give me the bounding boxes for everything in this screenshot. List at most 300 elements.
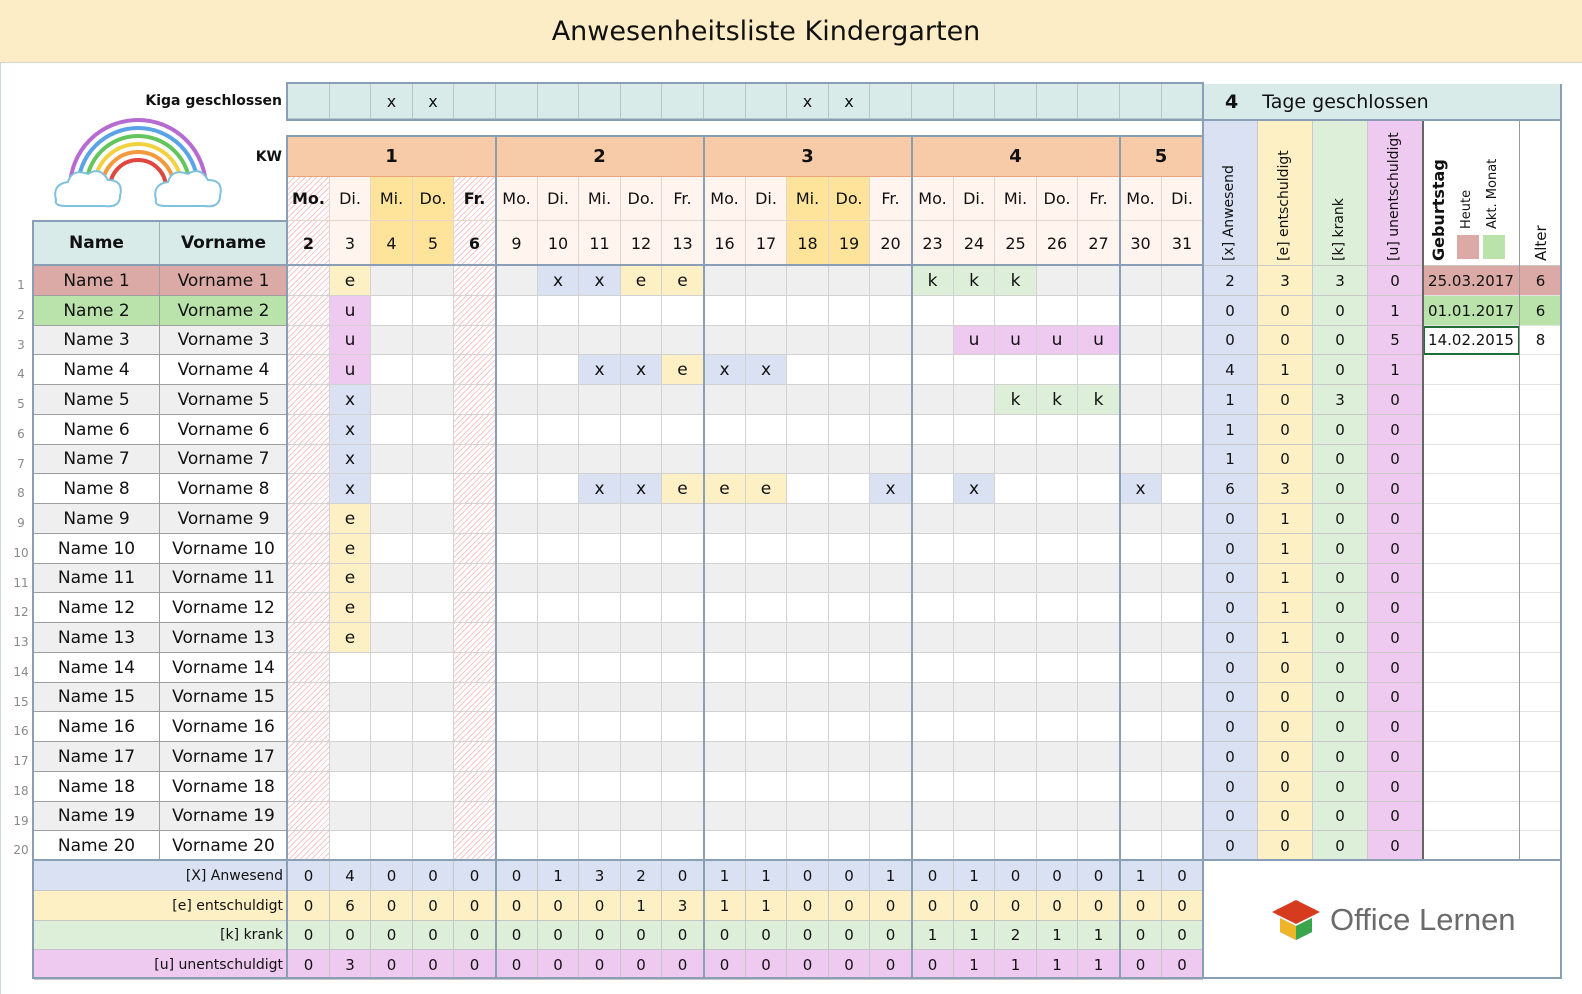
attendance-cell[interactable] — [288, 385, 330, 415]
attendance-cell[interactable] — [454, 831, 496, 861]
attendance-cell[interactable] — [454, 772, 496, 802]
attendance-cell[interactable] — [1120, 385, 1162, 415]
attendance-cell[interactable] — [579, 623, 621, 653]
attendance-cell[interactable] — [621, 623, 662, 653]
attendance-cell[interactable] — [1162, 266, 1203, 296]
attendance-cell[interactable]: k — [912, 266, 954, 296]
attendance-cell[interactable]: k — [995, 385, 1037, 415]
attendance-cell[interactable] — [954, 742, 995, 772]
attendance-cell[interactable] — [579, 653, 621, 683]
attendance-cell[interactable] — [288, 445, 330, 474]
attendance-cell[interactable] — [621, 415, 662, 445]
attendance-cell[interactable] — [1162, 564, 1203, 593]
attendance-cell[interactable] — [454, 564, 496, 593]
attendance-cell[interactable] — [1120, 415, 1162, 445]
attendance-cell[interactable] — [1120, 593, 1162, 623]
attendance-cell[interactable] — [787, 445, 829, 474]
attendance-cell[interactable] — [496, 802, 538, 831]
attendance-cell[interactable] — [1162, 504, 1203, 534]
closed-day-cell[interactable] — [995, 84, 1037, 119]
attendance-cell[interactable] — [371, 742, 413, 772]
attendance-cell[interactable] — [288, 653, 330, 683]
attendance-cell[interactable]: x — [579, 474, 621, 504]
attendance-cell[interactable] — [371, 296, 413, 326]
attendance-cell[interactable] — [787, 564, 829, 593]
attendance-cell[interactable] — [1078, 415, 1120, 445]
attendance-cell[interactable] — [954, 712, 995, 742]
child-vorname-cell[interactable]: Vorname 16 — [160, 712, 288, 742]
attendance-cell[interactable] — [496, 653, 538, 683]
birthday-cell[interactable] — [1423, 445, 1520, 474]
attendance-cell[interactable]: e — [746, 474, 787, 504]
attendance-cell[interactable] — [746, 772, 787, 802]
attendance-cell[interactable] — [288, 623, 330, 653]
attendance-cell[interactable] — [454, 326, 496, 355]
attendance-cell[interactable] — [954, 445, 995, 474]
attendance-cell[interactable] — [746, 831, 787, 861]
birthday-cell[interactable] — [1423, 623, 1520, 653]
attendance-cell[interactable] — [1120, 445, 1162, 474]
attendance-cell[interactable] — [1078, 504, 1120, 534]
attendance-cell[interactable] — [1037, 683, 1078, 712]
attendance-cell[interactable]: u — [995, 326, 1037, 355]
attendance-cell[interactable] — [496, 772, 538, 802]
attendance-cell[interactable] — [1162, 742, 1203, 772]
attendance-cell[interactable] — [538, 326, 579, 355]
attendance-cell[interactable]: e — [704, 474, 746, 504]
attendance-cell[interactable] — [538, 802, 579, 831]
attendance-cell[interactable] — [1037, 266, 1078, 296]
child-vorname-cell[interactable]: Vorname 17 — [160, 742, 288, 772]
attendance-cell[interactable]: u — [1078, 326, 1120, 355]
attendance-cell[interactable] — [954, 385, 995, 415]
attendance-cell[interactable] — [621, 772, 662, 802]
birthday-cell[interactable] — [1423, 772, 1520, 802]
child-vorname-cell[interactable]: Vorname 13 — [160, 623, 288, 653]
attendance-cell[interactable] — [413, 534, 454, 564]
attendance-cell[interactable] — [870, 831, 912, 861]
attendance-cell[interactable] — [1037, 504, 1078, 534]
attendance-cell[interactable] — [1120, 623, 1162, 653]
attendance-cell[interactable] — [704, 296, 746, 326]
attendance-cell[interactable] — [829, 355, 870, 385]
child-vorname-cell[interactable]: Vorname 11 — [160, 564, 288, 593]
attendance-cell[interactable] — [746, 445, 787, 474]
attendance-cell[interactable] — [787, 623, 829, 653]
attendance-cell[interactable] — [538, 742, 579, 772]
attendance-cell[interactable] — [371, 772, 413, 802]
attendance-cell[interactable]: k — [1078, 385, 1120, 415]
attendance-cell[interactable] — [662, 772, 704, 802]
attendance-cell[interactable] — [1162, 653, 1203, 683]
attendance-cell[interactable] — [1162, 683, 1203, 712]
attendance-cell[interactable] — [746, 564, 787, 593]
attendance-cell[interactable] — [912, 355, 954, 385]
attendance-cell[interactable] — [288, 831, 330, 861]
attendance-cell[interactable] — [1037, 772, 1078, 802]
attendance-cell[interactable] — [704, 772, 746, 802]
attendance-cell[interactable] — [1120, 504, 1162, 534]
attendance-cell[interactable] — [1162, 326, 1203, 355]
attendance-cell[interactable] — [496, 534, 538, 564]
attendance-cell[interactable] — [995, 772, 1037, 802]
attendance-cell[interactable] — [579, 772, 621, 802]
attendance-cell[interactable] — [1037, 712, 1078, 742]
closed-day-cell[interactable]: x — [787, 84, 829, 119]
closed-day-cell[interactable] — [538, 84, 579, 119]
attendance-cell[interactable] — [371, 504, 413, 534]
attendance-cell[interactable] — [1162, 474, 1203, 504]
attendance-cell[interactable] — [787, 802, 829, 831]
attendance-cell[interactable] — [995, 802, 1037, 831]
attendance-cell[interactable] — [1120, 683, 1162, 712]
attendance-cell[interactable] — [1162, 415, 1203, 445]
attendance-cell[interactable] — [413, 385, 454, 415]
attendance-cell[interactable] — [1162, 802, 1203, 831]
attendance-cell[interactable] — [621, 326, 662, 355]
attendance-cell[interactable]: x — [746, 355, 787, 385]
attendance-cell[interactable]: k — [995, 266, 1037, 296]
closed-day-cell[interactable]: x — [829, 84, 870, 119]
attendance-cell[interactable] — [538, 534, 579, 564]
attendance-cell[interactable] — [829, 564, 870, 593]
attendance-cell[interactable] — [371, 445, 413, 474]
attendance-cell[interactable] — [496, 385, 538, 415]
attendance-cell[interactable] — [787, 772, 829, 802]
attendance-cell[interactable] — [1120, 802, 1162, 831]
attendance-cell[interactable] — [662, 415, 704, 445]
attendance-cell[interactable] — [1078, 802, 1120, 831]
attendance-cell[interactable] — [288, 415, 330, 445]
attendance-cell[interactable] — [413, 802, 454, 831]
attendance-cell[interactable] — [496, 326, 538, 355]
attendance-cell[interactable] — [912, 742, 954, 772]
attendance-cell[interactable] — [371, 712, 413, 742]
attendance-cell[interactable] — [621, 653, 662, 683]
attendance-cell[interactable] — [413, 564, 454, 593]
attendance-cell[interactable] — [454, 712, 496, 742]
attendance-cell[interactable] — [538, 831, 579, 861]
child-vorname-cell[interactable]: Vorname 7 — [160, 445, 288, 474]
child-name-cell[interactable]: Name 1 — [34, 266, 160, 296]
attendance-cell[interactable] — [413, 445, 454, 474]
attendance-cell[interactable] — [829, 802, 870, 831]
closed-day-cell[interactable] — [1037, 84, 1078, 119]
attendance-cell[interactable] — [787, 742, 829, 772]
attendance-cell[interactable] — [496, 504, 538, 534]
attendance-cell[interactable] — [1162, 712, 1203, 742]
closed-day-cell[interactable] — [1162, 84, 1203, 119]
attendance-cell[interactable] — [288, 266, 330, 296]
closed-day-cell[interactable] — [1120, 84, 1162, 119]
attendance-cell[interactable] — [787, 355, 829, 385]
child-name-cell[interactable]: Name 2 — [34, 296, 160, 326]
attendance-cell[interactable] — [995, 564, 1037, 593]
attendance-cell[interactable] — [1162, 445, 1203, 474]
attendance-cell[interactable]: x — [621, 474, 662, 504]
attendance-cell[interactable] — [454, 474, 496, 504]
attendance-cell[interactable] — [1078, 296, 1120, 326]
attendance-cell[interactable] — [704, 683, 746, 712]
attendance-cell[interactable] — [579, 683, 621, 712]
attendance-cell[interactable] — [621, 593, 662, 623]
closed-day-cell[interactable] — [621, 84, 662, 119]
attendance-cell[interactable] — [288, 683, 330, 712]
child-vorname-cell[interactable]: Vorname 9 — [160, 504, 288, 534]
attendance-cell[interactable] — [454, 355, 496, 385]
attendance-cell[interactable] — [746, 296, 787, 326]
attendance-cell[interactable] — [330, 653, 371, 683]
attendance-cell[interactable] — [746, 326, 787, 355]
attendance-cell[interactable] — [1120, 355, 1162, 385]
attendance-cell[interactable] — [912, 831, 954, 861]
closed-day-cell[interactable] — [954, 84, 995, 119]
attendance-cell[interactable] — [1162, 296, 1203, 326]
attendance-cell[interactable] — [413, 504, 454, 534]
attendance-cell[interactable] — [1078, 266, 1120, 296]
attendance-cell[interactable] — [995, 474, 1037, 504]
attendance-cell[interactable] — [746, 653, 787, 683]
child-name-cell[interactable]: Name 13 — [34, 623, 160, 653]
attendance-cell[interactable] — [704, 593, 746, 623]
attendance-cell[interactable] — [829, 683, 870, 712]
attendance-cell[interactable] — [454, 445, 496, 474]
attendance-cell[interactable] — [995, 683, 1037, 712]
attendance-cell[interactable] — [662, 445, 704, 474]
attendance-cell[interactable]: x — [1120, 474, 1162, 504]
attendance-cell[interactable] — [787, 683, 829, 712]
attendance-cell[interactable] — [454, 504, 496, 534]
attendance-cell[interactable] — [371, 355, 413, 385]
attendance-cell[interactable] — [371, 266, 413, 296]
child-vorname-cell[interactable]: Vorname 18 — [160, 772, 288, 802]
attendance-cell[interactable] — [1037, 355, 1078, 385]
attendance-cell[interactable] — [538, 355, 579, 385]
attendance-cell[interactable] — [621, 712, 662, 742]
attendance-cell[interactable] — [1078, 534, 1120, 564]
attendance-cell[interactable]: k — [954, 266, 995, 296]
attendance-cell[interactable] — [1037, 653, 1078, 683]
attendance-cell[interactable]: x — [538, 266, 579, 296]
attendance-cell[interactable]: x — [579, 266, 621, 296]
attendance-cell[interactable] — [995, 593, 1037, 623]
attendance-cell[interactable] — [829, 474, 870, 504]
closed-day-cell[interactable] — [579, 84, 621, 119]
attendance-cell[interactable]: u — [1037, 326, 1078, 355]
attendance-cell[interactable] — [912, 415, 954, 445]
attendance-cell[interactable] — [829, 326, 870, 355]
attendance-cell[interactable] — [746, 623, 787, 653]
attendance-cell[interactable] — [912, 712, 954, 742]
attendance-cell[interactable] — [787, 326, 829, 355]
attendance-cell[interactable] — [496, 742, 538, 772]
attendance-cell[interactable] — [288, 772, 330, 802]
attendance-cell[interactable] — [538, 504, 579, 534]
attendance-cell[interactable]: e — [330, 564, 371, 593]
attendance-cell[interactable]: e — [662, 266, 704, 296]
attendance-cell[interactable] — [746, 504, 787, 534]
attendance-cell[interactable] — [787, 831, 829, 861]
attendance-cell[interactable] — [1078, 593, 1120, 623]
attendance-cell[interactable] — [454, 296, 496, 326]
attendance-cell[interactable] — [1037, 296, 1078, 326]
attendance-cell[interactable] — [371, 326, 413, 355]
child-name-cell[interactable]: Name 11 — [34, 564, 160, 593]
attendance-cell[interactable]: u — [330, 296, 371, 326]
attendance-cell[interactable] — [621, 742, 662, 772]
attendance-cell[interactable] — [496, 623, 538, 653]
attendance-cell[interactable] — [870, 683, 912, 712]
child-vorname-cell[interactable]: Vorname 8 — [160, 474, 288, 504]
attendance-cell[interactable] — [787, 296, 829, 326]
closed-day-cell[interactable]: x — [413, 84, 454, 119]
attendance-cell[interactable] — [454, 802, 496, 831]
attendance-cell[interactable] — [954, 296, 995, 326]
attendance-cell[interactable] — [954, 683, 995, 712]
attendance-cell[interactable] — [662, 802, 704, 831]
attendance-cell[interactable] — [1120, 296, 1162, 326]
attendance-cell[interactable] — [746, 683, 787, 712]
attendance-cell[interactable] — [288, 534, 330, 564]
attendance-cell[interactable] — [995, 831, 1037, 861]
attendance-cell[interactable] — [704, 653, 746, 683]
attendance-cell[interactable] — [621, 831, 662, 861]
attendance-cell[interactable] — [704, 802, 746, 831]
attendance-cell[interactable] — [621, 683, 662, 712]
birthday-cell[interactable]: 14.02.2015 — [1423, 326, 1520, 355]
attendance-cell[interactable] — [1037, 593, 1078, 623]
attendance-cell[interactable] — [1078, 683, 1120, 712]
attendance-cell[interactable] — [1037, 474, 1078, 504]
attendance-cell[interactable] — [413, 742, 454, 772]
attendance-cell[interactable] — [1120, 742, 1162, 772]
child-name-cell[interactable]: Name 8 — [34, 474, 160, 504]
attendance-cell[interactable] — [870, 415, 912, 445]
attendance-cell[interactable] — [912, 445, 954, 474]
attendance-cell[interactable] — [870, 802, 912, 831]
attendance-cell[interactable] — [995, 742, 1037, 772]
attendance-cell[interactable] — [704, 326, 746, 355]
attendance-cell[interactable] — [496, 712, 538, 742]
attendance-cell[interactable] — [870, 772, 912, 802]
child-name-cell[interactable]: Name 16 — [34, 712, 160, 742]
attendance-cell[interactable]: u — [330, 355, 371, 385]
attendance-cell[interactable] — [1162, 385, 1203, 415]
attendance-cell[interactable] — [662, 712, 704, 742]
attendance-cell[interactable] — [454, 742, 496, 772]
attendance-cell[interactable] — [746, 802, 787, 831]
attendance-cell[interactable] — [995, 653, 1037, 683]
attendance-cell[interactable] — [1120, 534, 1162, 564]
attendance-cell[interactable] — [870, 385, 912, 415]
attendance-cell[interactable] — [829, 385, 870, 415]
attendance-cell[interactable] — [662, 534, 704, 564]
attendance-cell[interactable] — [912, 474, 954, 504]
attendance-cell[interactable] — [912, 385, 954, 415]
attendance-cell[interactable] — [704, 534, 746, 564]
attendance-cell[interactable] — [1037, 445, 1078, 474]
closed-day-cell[interactable] — [1078, 84, 1120, 119]
attendance-cell[interactable] — [746, 712, 787, 742]
birthday-cell[interactable] — [1423, 474, 1520, 504]
attendance-cell[interactable] — [787, 653, 829, 683]
attendance-cell[interactable] — [1037, 534, 1078, 564]
attendance-cell[interactable] — [621, 296, 662, 326]
attendance-cell[interactable]: u — [330, 326, 371, 355]
attendance-cell[interactable]: x — [330, 415, 371, 445]
attendance-cell[interactable]: e — [330, 593, 371, 623]
attendance-cell[interactable] — [288, 326, 330, 355]
child-vorname-cell[interactable]: Vorname 19 — [160, 802, 288, 831]
attendance-cell[interactable] — [330, 831, 371, 861]
attendance-cell[interactable] — [538, 385, 579, 415]
attendance-cell[interactable] — [454, 415, 496, 445]
attendance-cell[interactable] — [870, 742, 912, 772]
attendance-cell[interactable]: x — [330, 445, 371, 474]
attendance-cell[interactable] — [954, 415, 995, 445]
attendance-cell[interactable] — [787, 593, 829, 623]
attendance-cell[interactable]: e — [662, 355, 704, 385]
attendance-cell[interactable] — [1037, 742, 1078, 772]
attendance-cell[interactable] — [371, 474, 413, 504]
attendance-cell[interactable] — [579, 712, 621, 742]
attendance-cell[interactable] — [371, 385, 413, 415]
child-name-cell[interactable]: Name 5 — [34, 385, 160, 415]
attendance-cell[interactable] — [912, 326, 954, 355]
birthday-cell[interactable] — [1423, 504, 1520, 534]
attendance-cell[interactable] — [1078, 712, 1120, 742]
attendance-cell[interactable] — [538, 415, 579, 445]
child-vorname-cell[interactable]: Vorname 2 — [160, 296, 288, 326]
attendance-cell[interactable] — [829, 623, 870, 653]
child-vorname-cell[interactable]: Vorname 5 — [160, 385, 288, 415]
attendance-cell[interactable] — [829, 296, 870, 326]
attendance-cell[interactable] — [870, 712, 912, 742]
attendance-cell[interactable] — [454, 534, 496, 564]
attendance-cell[interactable] — [413, 593, 454, 623]
child-name-cell[interactable]: Name 18 — [34, 772, 160, 802]
attendance-cell[interactable] — [787, 415, 829, 445]
attendance-cell[interactable] — [1162, 623, 1203, 653]
birthday-cell[interactable] — [1423, 742, 1520, 772]
child-vorname-cell[interactable]: Vorname 14 — [160, 653, 288, 683]
attendance-cell[interactable] — [371, 802, 413, 831]
birthday-cell[interactable] — [1423, 683, 1520, 712]
closed-day-cell[interactable] — [912, 84, 954, 119]
attendance-cell[interactable] — [829, 534, 870, 564]
attendance-cell[interactable] — [1120, 831, 1162, 861]
child-name-cell[interactable]: Name 6 — [34, 415, 160, 445]
attendance-cell[interactable] — [662, 296, 704, 326]
attendance-cell[interactable] — [371, 415, 413, 445]
attendance-cell[interactable] — [413, 683, 454, 712]
child-name-cell[interactable]: Name 19 — [34, 802, 160, 831]
attendance-cell[interactable] — [995, 445, 1037, 474]
attendance-cell[interactable] — [912, 593, 954, 623]
attendance-cell[interactable] — [662, 564, 704, 593]
attendance-cell[interactable] — [621, 445, 662, 474]
attendance-cell[interactable] — [912, 564, 954, 593]
attendance-cell[interactable] — [288, 355, 330, 385]
attendance-cell[interactable] — [954, 355, 995, 385]
attendance-cell[interactable] — [662, 326, 704, 355]
attendance-cell[interactable] — [371, 593, 413, 623]
attendance-cell[interactable] — [912, 623, 954, 653]
attendance-cell[interactable] — [288, 504, 330, 534]
attendance-cell[interactable] — [870, 504, 912, 534]
attendance-cell[interactable] — [413, 415, 454, 445]
attendance-cell[interactable] — [579, 831, 621, 861]
